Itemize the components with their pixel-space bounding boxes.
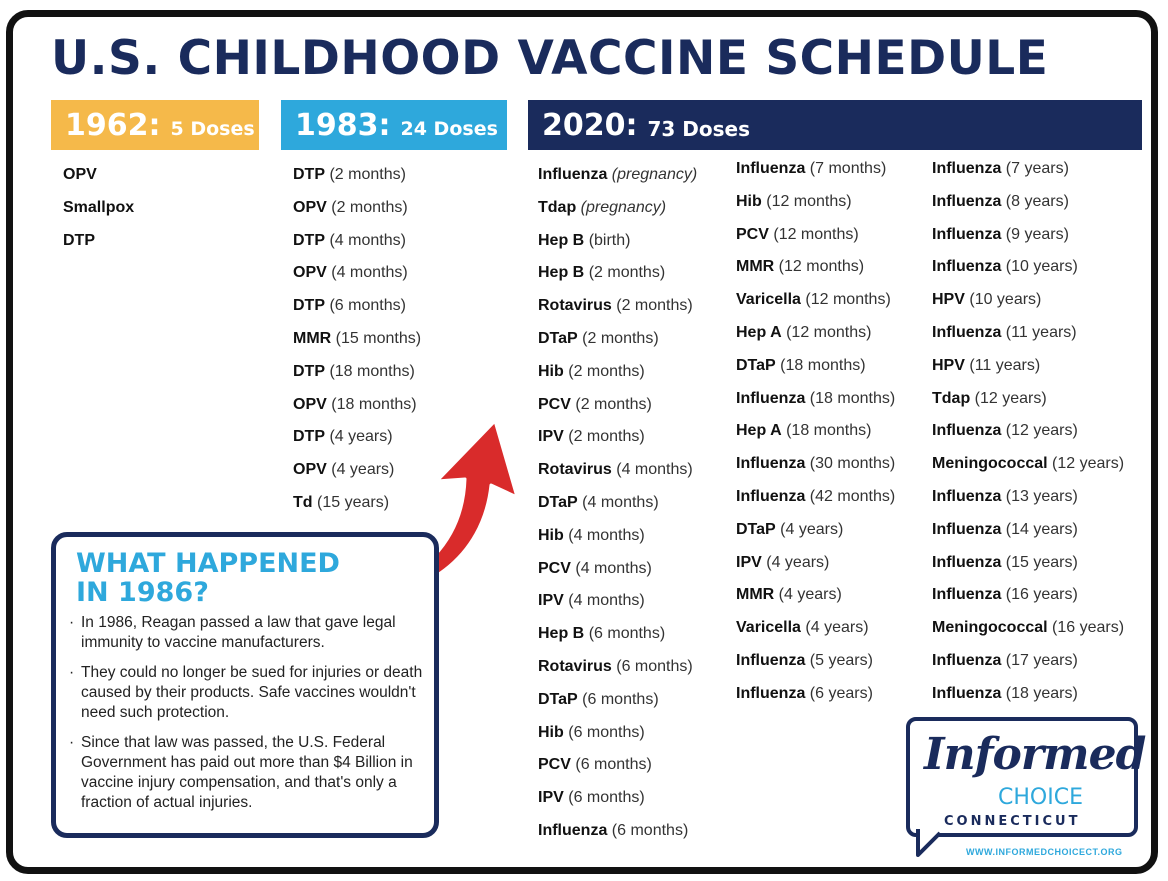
vaccine-age: (6 months): [616, 657, 693, 675]
vaccine-age: (2 months): [582, 329, 659, 347]
vaccine-age: (10 years): [969, 291, 1042, 309]
vaccine-age: (8 years): [1005, 192, 1069, 210]
vaccine-entry: [293, 159, 421, 192]
vaccine-name: Influenza: [736, 455, 806, 473]
vaccine-entry: [538, 290, 697, 323]
vaccine-name: Hib: [736, 192, 762, 210]
vaccine-name: DTP: [293, 428, 325, 446]
vaccine-name: MMR: [736, 258, 775, 276]
vaccine-name: OPV: [293, 461, 327, 479]
header-1962: [51, 100, 259, 150]
vaccine-entry: [538, 323, 697, 356]
vaccine-age: (18 years): [1005, 684, 1078, 702]
vaccine-age: (4 months): [616, 461, 693, 479]
vaccine-name: Influenza: [932, 553, 1002, 571]
vaccine-name: DTP: [293, 362, 325, 380]
vaccine-name: DTaP: [736, 356, 776, 374]
vaccine-name: Td: [293, 493, 313, 511]
vaccine-age: (12 months): [773, 225, 859, 243]
vaccine-name: MMR: [736, 586, 775, 604]
vaccine-age: (15 years): [1005, 553, 1078, 571]
vaccine-name: DTP: [293, 166, 325, 183]
vaccine-name: Hep A: [736, 323, 782, 341]
vaccine-name: Meningococcal: [932, 619, 1048, 637]
vaccine-age: (6 months): [588, 625, 666, 643]
bullet-text: In 1986, Reagan passed a law that gave legal immunity to vaccine manufacturers.: [81, 614, 396, 651]
vaccine-age: (2 months): [329, 166, 406, 183]
vaccine-age: (9 years): [1005, 225, 1069, 243]
vaccine-age: (11 years): [1005, 323, 1077, 341]
vaccine-name: OPV: [63, 166, 97, 183]
vaccine-name: Tdap: [538, 198, 577, 216]
vaccine-entry: [932, 251, 1124, 284]
vaccine-name: Influenza: [932, 258, 1002, 276]
vaccine-entry: [538, 454, 697, 487]
vaccine-name: PCV: [538, 559, 571, 577]
bullet-dot-icon: ·: [69, 614, 75, 631]
vaccine-age: (7 months): [809, 160, 887, 177]
vaccine-age: (12 years): [974, 389, 1047, 407]
header-1983-year: 1983:: [295, 107, 391, 143]
vaccine-age: (12 months): [786, 323, 872, 341]
vaccine-name: DTaP: [538, 493, 578, 511]
header-1962-doses: 5 Doses: [170, 118, 255, 140]
vaccine-age: (2 months): [616, 297, 693, 315]
vaccine-age: (18 months): [329, 362, 415, 380]
list-2020-col1: [538, 159, 697, 848]
vaccine-name: IPV: [538, 789, 564, 807]
vaccine-name: DTP: [293, 231, 325, 249]
vaccine-age: (30 months): [809, 455, 896, 473]
vaccine-name: Hib: [538, 723, 564, 741]
vaccine-age: (2 months): [568, 362, 645, 380]
bullet-text: They could no longer be sued for injuries or death caused by their products. Safe vaccines wouldn't need such protection.: [81, 664, 423, 721]
vaccine-name: Meningococcal: [932, 455, 1048, 473]
vaccine-name: Hep B: [538, 264, 585, 282]
vaccine-name: Influenza: [932, 422, 1002, 440]
vaccine-entry: [932, 448, 1124, 481]
vaccine-age: (6 months): [329, 297, 406, 315]
vaccine-entry: [932, 645, 1124, 678]
vaccine-age: (18 months): [780, 356, 866, 374]
vaccine-name: Influenza: [736, 684, 806, 702]
vaccine-age: (5 years): [809, 651, 873, 669]
vaccine-entry: [538, 553, 697, 586]
header-2020-doses: 73 Doses: [647, 117, 751, 141]
vaccine-entry: [538, 782, 697, 815]
vaccine-entry: [736, 514, 895, 547]
vaccine-age: (4 years): [778, 586, 842, 604]
vaccine-name: Hep A: [736, 422, 782, 440]
vaccine-entry: [932, 415, 1124, 448]
vaccine-name: OPV: [293, 264, 327, 282]
vaccine-entry: [932, 153, 1124, 186]
vaccine-name: Rotavirus: [538, 297, 612, 315]
vaccine-age: (4 months): [568, 526, 645, 544]
vaccine-name: IPV: [538, 592, 564, 610]
list-2020-col3: [932, 153, 1124, 711]
vaccine-age: (17 years): [1005, 651, 1078, 669]
header-1983-doses: 24 Doses: [400, 118, 498, 140]
vaccine-name: Influenza: [736, 389, 806, 407]
vaccine-age: (15 years): [317, 493, 390, 511]
vaccine-entry: [736, 350, 895, 383]
vaccine-age: (12 years): [1005, 422, 1078, 440]
vaccine-entry: [736, 153, 895, 186]
bullet-dot-icon: ·: [69, 734, 75, 751]
speech-tail-icon: [916, 829, 946, 859]
vaccine-entry: [736, 383, 895, 416]
bullet-text: Since that law was passed, the U.S. Federal Government has paid out more than $4 Billion in vaccine injury compensation, and that's only a fraction of actual injuries.: [81, 734, 413, 811]
vaccine-entry: [63, 192, 134, 225]
vaccine-age: (2 months): [331, 198, 408, 216]
vaccine-age: (2 months): [588, 264, 666, 282]
vaccine-age: (18 months): [809, 389, 896, 407]
vaccine-name: MMR: [293, 329, 332, 347]
vaccine-entry: [538, 389, 697, 422]
vaccine-entry: [293, 356, 421, 389]
header-2020-year: 2020:: [542, 107, 638, 143]
infographic-frame: [6, 10, 1158, 874]
vaccine-name: Hib: [538, 362, 564, 380]
logo-connecticut-text: CONNECTICUT: [944, 814, 1081, 829]
vaccine-entry: [538, 225, 697, 258]
vaccine-name: DTP: [293, 297, 325, 315]
list-1962: [63, 159, 134, 257]
vaccine-entry: [736, 251, 895, 284]
vaccine-entry: [538, 356, 697, 389]
vaccine-name: DTaP: [538, 690, 578, 708]
vaccine-name: HPV: [932, 356, 965, 374]
vaccine-age: (4 years): [780, 520, 844, 538]
vaccine-entry: [538, 651, 697, 684]
vaccine-entry: [293, 389, 421, 422]
vaccine-entry: [932, 186, 1124, 219]
vaccine-name: Influenza: [538, 821, 608, 839]
vaccine-age: (6 months): [611, 821, 689, 839]
vaccine-age: (6 months): [568, 789, 645, 807]
vaccine-age: (4 years): [329, 428, 393, 446]
vaccine-name: Influenza: [736, 160, 806, 177]
bullet-item: [69, 733, 429, 813]
vaccine-entry: [293, 225, 421, 258]
vaccine-entry: [736, 481, 895, 514]
vaccine-name: Influenza: [736, 651, 806, 669]
vaccine-name: Influenza: [932, 323, 1002, 341]
vaccine-name: Influenza: [932, 225, 1002, 243]
what-happened-bullets: [69, 613, 429, 823]
vaccine-entry: [736, 219, 895, 252]
vaccine-entry: [736, 448, 895, 481]
logo-url: WWW.INFORMEDCHOICECT.ORG: [966, 847, 1123, 857]
vaccine-age: (12 months): [766, 192, 852, 210]
vaccine-name: IPV: [538, 428, 564, 446]
what-happened-title-line2: IN 1986?: [76, 577, 209, 608]
vaccine-name: Hep B: [538, 231, 585, 249]
page-title: U.S. CHILDHOOD VACCINE SCHEDULE: [51, 31, 1049, 86]
vaccine-name: Rotavirus: [538, 461, 612, 479]
logo-speech-box: [906, 717, 1146, 837]
logo-informed-text: Informed: [924, 729, 1146, 780]
list-2020-col2: [736, 153, 895, 711]
vaccine-age: (4 months): [568, 592, 645, 610]
vaccine-name: IPV: [736, 553, 762, 571]
vaccine-entry: [736, 547, 895, 580]
informed-choice-logo: [906, 717, 1146, 865]
vaccine-name: DTaP: [538, 329, 578, 347]
vaccine-age: (4 months): [329, 231, 406, 249]
vaccine-name: PCV: [538, 395, 571, 413]
vaccine-entry: [538, 618, 697, 651]
vaccine-name: Varicella: [736, 291, 801, 309]
vaccine-name: HPV: [932, 291, 965, 309]
vaccine-name: Hib: [538, 526, 564, 544]
vaccine-age: (4 months): [582, 493, 659, 511]
vaccine-age: (12 years): [1052, 455, 1125, 473]
vaccine-name: Rotavirus: [538, 657, 612, 675]
vaccine-age: (12 months): [805, 291, 891, 309]
vaccine-name: Influenza: [932, 520, 1002, 538]
vaccine-age: (15 months): [335, 329, 422, 347]
vaccine-entry: [538, 585, 697, 618]
vaccine-entry: [932, 547, 1124, 580]
vaccine-name: Influenza: [932, 487, 1002, 505]
vaccine-name: PCV: [538, 756, 571, 774]
vaccine-entry: [538, 815, 697, 848]
vaccine-age: (pregnancy): [580, 198, 667, 216]
vaccine-entry: [932, 383, 1124, 416]
vaccine-age: (16 years): [1052, 619, 1125, 637]
vaccine-name: Influenza: [538, 166, 608, 183]
vaccine-entry: [736, 317, 895, 350]
vaccine-name: DTP: [63, 231, 95, 249]
vaccine-age: (16 years): [1005, 586, 1078, 604]
what-happened-title: [76, 549, 406, 607]
vaccine-entry: [538, 421, 697, 454]
header-1962-year: 1962:: [65, 107, 161, 143]
vaccine-name: Smallpox: [63, 198, 135, 216]
vaccine-name: Varicella: [736, 619, 801, 637]
vaccine-name: DTaP: [736, 520, 776, 538]
vaccine-name: Influenza: [932, 160, 1002, 177]
vaccine-entry: [736, 415, 895, 448]
vaccine-age: (4 years): [805, 619, 869, 637]
vaccine-entry: [932, 284, 1124, 317]
vaccine-entry: [932, 350, 1124, 383]
vaccine-name: Influenza: [932, 684, 1002, 702]
vaccine-age: (18 months): [331, 395, 417, 413]
vaccine-entry: [63, 159, 134, 192]
vaccine-entry: [932, 481, 1124, 514]
vaccine-age: (13 years): [1005, 487, 1078, 505]
vaccine-age: (10 years): [1005, 258, 1078, 276]
vaccine-age: (birth): [588, 231, 631, 249]
vaccine-name: OPV: [293, 198, 327, 216]
vaccine-age: (4 years): [766, 553, 830, 571]
vaccine-name: Influenza: [932, 192, 1002, 210]
vaccine-entry: [932, 219, 1124, 252]
vaccine-age: (6 months): [575, 756, 652, 774]
vaccine-entry: [932, 514, 1124, 547]
vaccine-name: Influenza: [736, 487, 806, 505]
header-1983: [281, 100, 507, 150]
vaccine-entry: [736, 284, 895, 317]
vaccine-entry: [538, 520, 697, 553]
vaccine-age: (4 months): [575, 559, 652, 577]
vaccine-age: (6 years): [809, 684, 873, 702]
vaccine-name: Influenza: [932, 586, 1002, 604]
vaccine-entry: [538, 257, 697, 290]
vaccine-entry: [538, 749, 697, 782]
vaccine-age: (18 months): [786, 422, 872, 440]
vaccine-entry: [932, 612, 1124, 645]
vaccine-entry: [932, 579, 1124, 612]
vaccine-entry: [538, 159, 697, 192]
vaccine-entry: [736, 579, 895, 612]
vaccine-entry: [538, 487, 697, 520]
bullet-item: [69, 663, 429, 723]
what-happened-title-line1: WHAT HAPPENED: [76, 548, 340, 579]
vaccine-age: (42 months): [809, 487, 896, 505]
vaccine-name: Tdap: [932, 389, 971, 407]
vaccine-entry: [538, 717, 697, 750]
vaccine-entry: [736, 645, 895, 678]
vaccine-age: (12 months): [778, 258, 865, 276]
header-2020: [528, 100, 1142, 150]
vaccine-entry: [293, 323, 421, 356]
vaccine-entry: [736, 186, 895, 219]
vaccine-name: Influenza: [932, 651, 1002, 669]
vaccine-entry: [932, 678, 1124, 711]
vaccine-entry: [932, 317, 1124, 350]
vaccine-age: (6 months): [568, 723, 645, 741]
vaccine-entry: [293, 290, 421, 323]
vaccine-age: (7 years): [1005, 160, 1069, 177]
vaccine-age: (4 months): [331, 264, 408, 282]
vaccine-entry: [538, 684, 697, 717]
vaccine-name: Hep B: [538, 625, 585, 643]
logo-choice-text: CHOICE: [998, 785, 1083, 810]
vaccine-age: (14 years): [1005, 520, 1078, 538]
vaccine-name: PCV: [736, 225, 769, 243]
vaccine-entry: [293, 257, 421, 290]
vaccine-age: (11 years): [969, 356, 1041, 374]
vaccine-age: (4 years): [331, 461, 395, 479]
vaccine-age: (pregnancy): [611, 166, 698, 183]
vaccine-entry: [736, 612, 895, 645]
vaccine-entry: [736, 678, 895, 711]
bullet-dot-icon: ·: [69, 664, 75, 681]
vaccine-age: (2 months): [575, 395, 652, 413]
vaccine-name: OPV: [293, 395, 327, 413]
vaccine-age: (2 months): [568, 428, 645, 446]
vaccine-entry: [538, 192, 697, 225]
vaccine-entry: [293, 192, 421, 225]
bullet-item: [69, 613, 429, 653]
what-happened-box: [51, 532, 439, 838]
vaccine-entry: [63, 225, 134, 258]
vaccine-age: (6 months): [582, 690, 659, 708]
